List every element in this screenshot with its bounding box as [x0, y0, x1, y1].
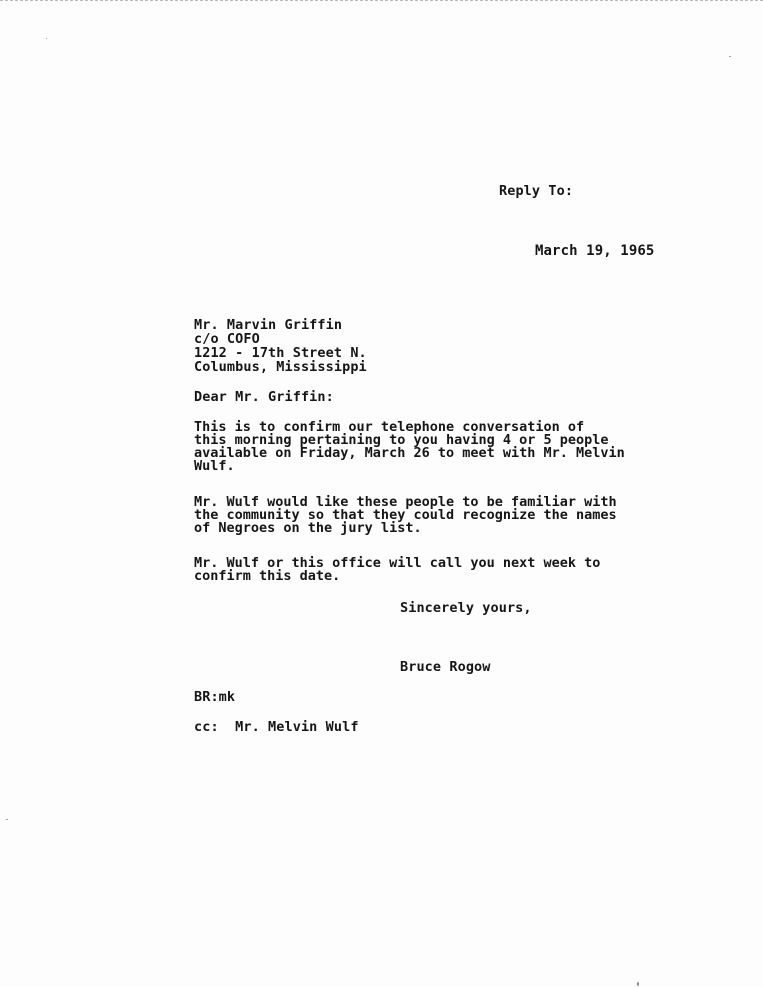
- typist-initials: BR:mk: [194, 689, 236, 705]
- reply-to-label: Reply To:: [499, 183, 574, 199]
- scan-speck: [637, 982, 639, 986]
- scan-speck: [729, 56, 731, 57]
- page-top-border: [0, 0, 763, 1]
- salutation: Dear Mr. Griffin:: [194, 389, 334, 405]
- carbon-copy-line: cc: Mr. Melvin Wulf: [194, 719, 359, 735]
- recipient-address-line-4: Columbus, Mississippi: [194, 359, 367, 375]
- recipient-address-line-2: c/o COFO: [194, 331, 260, 347]
- recipient-address-line-3: 1212 - 17th Street N.: [194, 345, 367, 361]
- scan-speck: [6, 819, 8, 820]
- recipient-address-line-1: Mr. Marvin Griffin: [194, 317, 343, 333]
- scan-speck: [46, 38, 47, 39]
- signature-name: Bruce Rogow: [400, 659, 491, 675]
- closing: Sincerely yours,: [400, 600, 532, 616]
- body-paragraph-2: Mr. Wulf would like these people to be familiar with the community so that they could recognize the names of Negroes on the jury list.: [194, 494, 617, 536]
- letter-date: March 19, 1965: [535, 243, 655, 259]
- body-paragraph-3: Mr. Wulf or this office will call you next week to confirm this date.: [194, 555, 601, 584]
- body-paragraph-1: This is to confirm our telephone conversation of this morning pertaining to you having 4 or 5 people available on Friday, March 26 to meet with Mr. Melvin Wulf.: [194, 419, 625, 474]
